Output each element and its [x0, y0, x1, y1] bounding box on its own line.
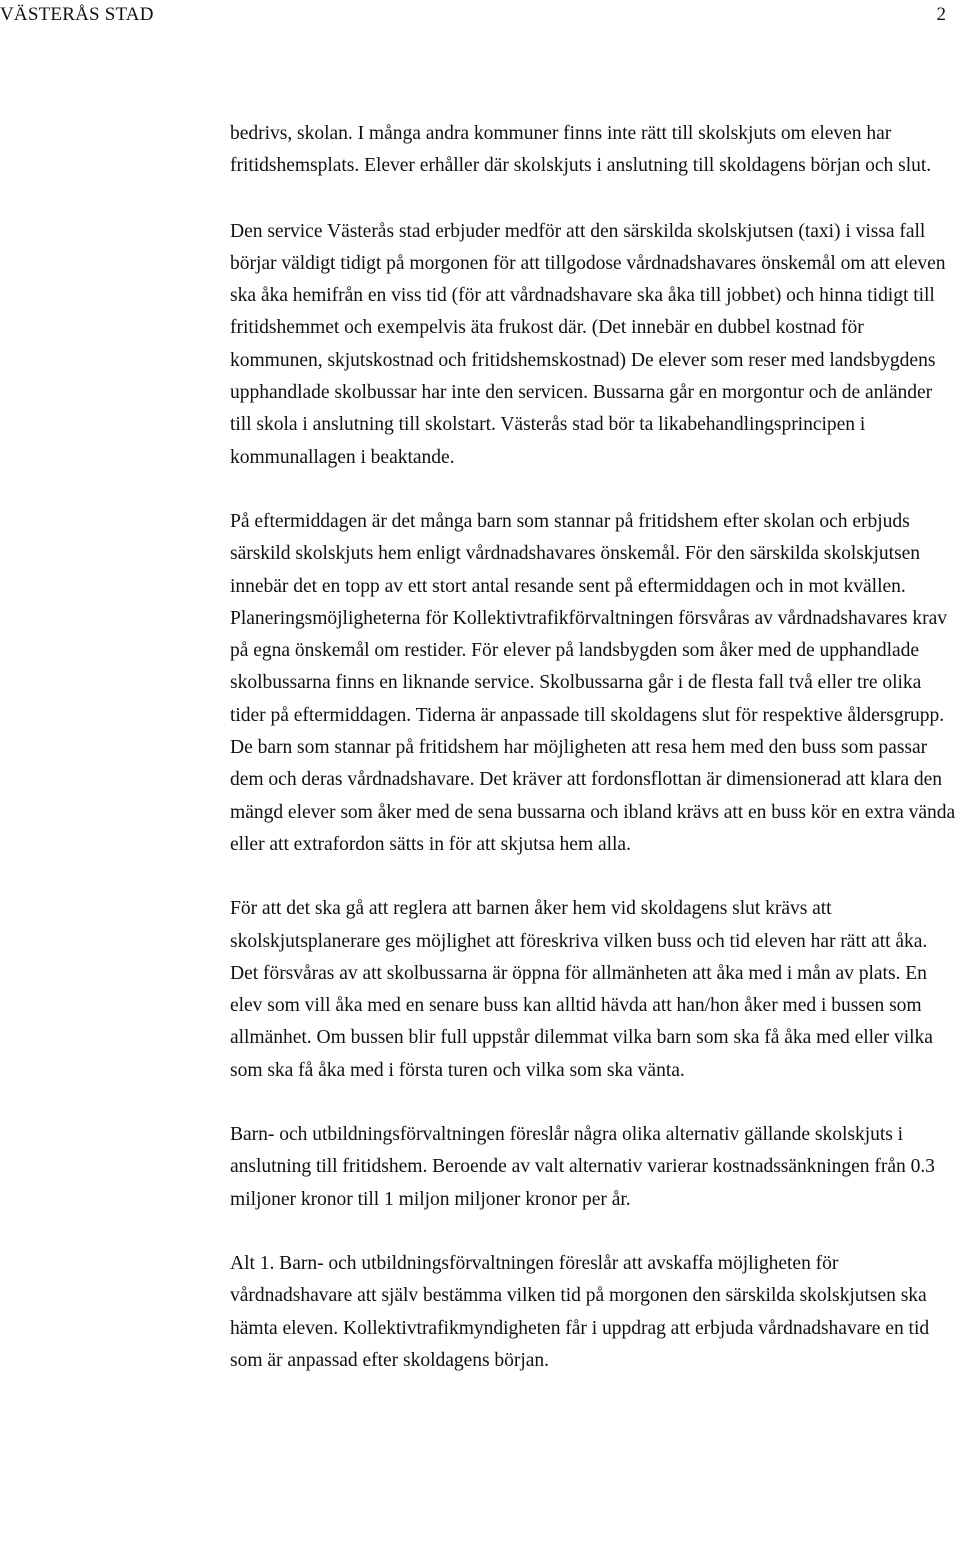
paragraph: Den service Västerås stad erbjuder medför att den särskilda skolskjutsen (taxi) i vissa fall börjar väldigt tidigt på morgonen för att tillgodose vårdnadshavares önskemål om att eleven ska åka hemifrån en viss tid (för att vårdnadshavare ska åka till jobbet) och hinna tidigt till fritidshemmet och exempelvis äta frukost där. (Det innebär en dubbel kostnad för kommunen, skjutskostnad och fritidshemskostnad) De elever som reser med landsbygdens upphandlade skolbussar har inte den servicen. Bussarna går en morgontur och de anländer till skola i anslutning till skolstart. Västerås stad bör ta likabehandlingsprincipen i kommunallagen i beaktande.	[230, 220, 946, 468]
paragraph: Barn- och utbildningsförvaltningen föreslår några olika alternativ gällande skolskjuts i anslutning till fritidshem. Beroende av valt alternativ varierar kostnadssänkningen från 0.3 miljoner kronor till 1 miljon miljoner kronor per år.	[230, 1124, 935, 1210]
paragraph: För att det ska gå att reglera att barnen åker hem vid skoldagens slut krävs att skolskjutsplanerare ges möjlighet att föreskriva vilken buss och tid eleven har rätt att åka. Det försvåras av att skolbussarna är öppna för allmänheten att åka med i mån av plats. En elev som vill åka med en senare buss kan alltid hävda att han/hon åker med i bussen som allmänhet. Om bussen blir full uppstår dilemmat vilka barn som ska få åka med eller vilka som ska få åka med i första turen och vilka som ska vänta.	[230, 898, 933, 1081]
document-body	[230, 118, 958, 1409]
paragraph: bedrivs, skolan. I många andra kommuner finns inte rätt till skolskjuts om eleven har fritidshemsplats. Elever erhåller där skolskjuts i anslutning till skoldagens början och slut.	[230, 123, 932, 177]
paragraph: Alt 1. Barn- och utbildningsförvaltningen föreslår att avskaffa möjligheten för vårdnadshavare att själv bestämma vilken tid på morgonen den särskilda skolskjutsen ska hämta eleven. Kollektivtrafikmyndigheten får i uppdrag att erbjuda vårdnadshavare en tid som är anpassad efter skoldagens början.	[230, 1252, 930, 1371]
page-header	[0, 4, 960, 28]
header-organization: VÄSTERÅS STAD	[0, 4, 154, 25]
paragraph: På eftermiddagen är det många barn som stannar på fritidshem efter skolan och erbjuds särskild skolskjuts hem enligt vårdnadshavares önskemål. För den särskilda skolskjutsen innebär det en topp av ett stort antal resande sent på eftermiddagen och in mot kvällen. Planeringsmöjligheterna för Kollektivtrafikförvaltningen försvåras av vårdnadshavares krav på egna önskemål om restider. För elever på landsbygden som åker med de upphandlade skolbussarna finns en liknande service. Skolbussarna går i de flesta fall två eller tre olika tider på eftermiddagen. Tiderna är anpassade till skoldagens slut för respektive åldersgrupp. De barn som stannar på fritidshem har möjligheten att resa hem med den buss som passar dem och deras vårdnadshavare. Det kräver att fordonsflottan är dimensionerad att klara den mängd elever som åker med de sena bussarna och ibland krävs att en buss kör en extra vända eller att extrafordon sätts in för att skjutsa hem alla.	[230, 510, 956, 855]
page-number: 2	[936, 4, 946, 25]
